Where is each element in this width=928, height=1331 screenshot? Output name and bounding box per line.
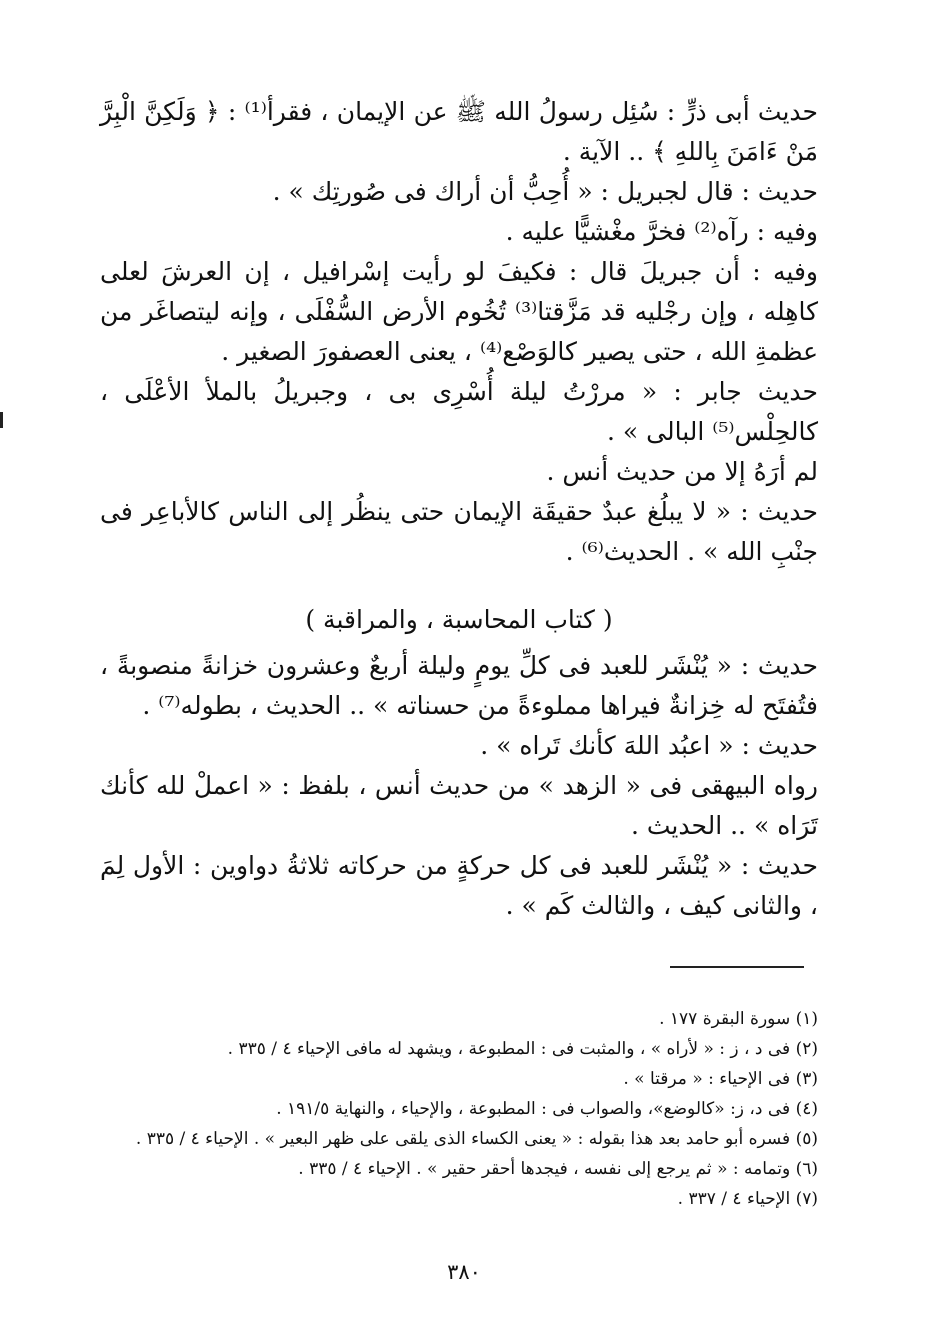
paragraph-bayhaqi: رواه البيهقى فى « الزهد » من حديث أنس ، بلفظ : « اعملْ لله كأنك تَرَاه » .. الحديث . bbox=[100, 771, 818, 840]
paragraph-wa-fihi-raah: وفيه : رآه⁽²⁾ فخرَّ مغْشيًّا عليه . bbox=[505, 217, 818, 246]
footnote-separator bbox=[670, 966, 804, 968]
footnote-7: (٧) الإحياء ٤ / ٣٣٧ . bbox=[677, 1189, 818, 1209]
footnote-2: (٢) فى د ، ز : « لأراه » ، والمثبت فى : المطبوعة ، ويشهد له مافى الإحياء ٤ / ٣٣٥ . bbox=[227, 1039, 818, 1059]
main-text-block bbox=[100, 92, 818, 926]
footnote-4: (٤) فى د، ز: «كالوضع»، والصواب فى : المطبوعة ، والإحياء ، والنهاية ١٩١/٥ . bbox=[276, 1099, 818, 1119]
footnotes-block bbox=[80, 1004, 818, 1214]
paragraph-hadith-yunshar-khizana: حديث : « يُنْشَر للعبد فى كلِّ يومٍ وليلة أربعٌ وعشرون خزانةً منصوبةً ، فتُفتَح له خِزانةٌ فيراها مملوءةً من حسناته » .. الحديث ، بطوله⁽⁷⁾ . bbox=[100, 651, 818, 720]
paragraph-hadith-dawawin: حديث : « يُنْشَر للعبد فى كل حركةٍ من حركاته ثلاثةُ دواوين : الأول لِمَ ، والثانى كيف ، والثالث كَم » . bbox=[100, 851, 818, 920]
footnote-3: (٣) فى الإحياء : « مرقتا » . bbox=[623, 1069, 818, 1089]
footnote-1: (١) سورة البقرة ١٧٧ . bbox=[659, 1009, 818, 1029]
paragraph-hadith-jabir: حديث جابر : « مررْتُ ليلة أُسْرِى بى ، وجبريلُ بالملأ الأعْلَى ، كالحِلْس⁽⁵⁾ البالى » . bbox=[100, 377, 818, 446]
section-heading: ( كتاب المحاسبة ، والمراقبة ) bbox=[305, 605, 613, 634]
paragraph-hadith-ubud-allah: حديث : « اعبُد اللهَ كأنك تَراه » . bbox=[480, 731, 818, 760]
footnote-6: (٦) وتمامه : « ثم يرجع إلى نفسه ، فيجدها أحقر حقير » . الإحياء ٤ / ٣٣٥ . bbox=[298, 1159, 818, 1179]
paragraph-hadith-haqiqat-al-iman: حديث : « لا يبلُغ عبدٌ حقيقَة الإيمان حتى ينظُر إلى الناس كالأباعِر فى جنْبِ الله » . الحديث⁽⁶⁾ . bbox=[100, 497, 818, 566]
footnote-5: (٥) فسره أبو حامد بعد هذا بقوله : « يعنى الكساء الذى يلقى على ظهر البعير » . الإحياء ٤ / ٣٣٥ . bbox=[135, 1129, 818, 1149]
page-number: ٣٨٠ bbox=[447, 1260, 481, 1284]
paragraph-hadith-abi-dharr: حديث أبى ذرٍّ : سُئِل رسولُ الله ﷺ عن الإيمان ، فقرأ⁽¹⁾ : ﴿ وَلَكِنَّ الْبِرَّ مَنْ ءَامَنَ بِاللهِ ﴾ .. الآية . bbox=[100, 97, 818, 166]
margin-mark bbox=[0, 412, 3, 428]
paragraph-wa-fihi-israfil: وفيه : أن جبريلَ قال : فكيفَ لو رأيت إسْرافيل ، إن العرشَ لعلى كاهِله ، وإن رجْليه قد مَزَّقتا⁽³⁾ تُخُوم الأرض السُّفْلَى ، وإنه ليتصاغَر من عظمةِ الله ، حتى يصير كالوَصْع⁽⁴⁾ ، يعنى العصفورَ الصغير . bbox=[100, 257, 819, 366]
paragraph-hadith-jibril: حديث : قال لجبريل : « أُحِبُّ أن أراك فى صُورتِك » . bbox=[272, 177, 818, 206]
paragraph-lam-arahu: لم أرَهُ إلا من حديث أنس . bbox=[546, 457, 818, 486]
